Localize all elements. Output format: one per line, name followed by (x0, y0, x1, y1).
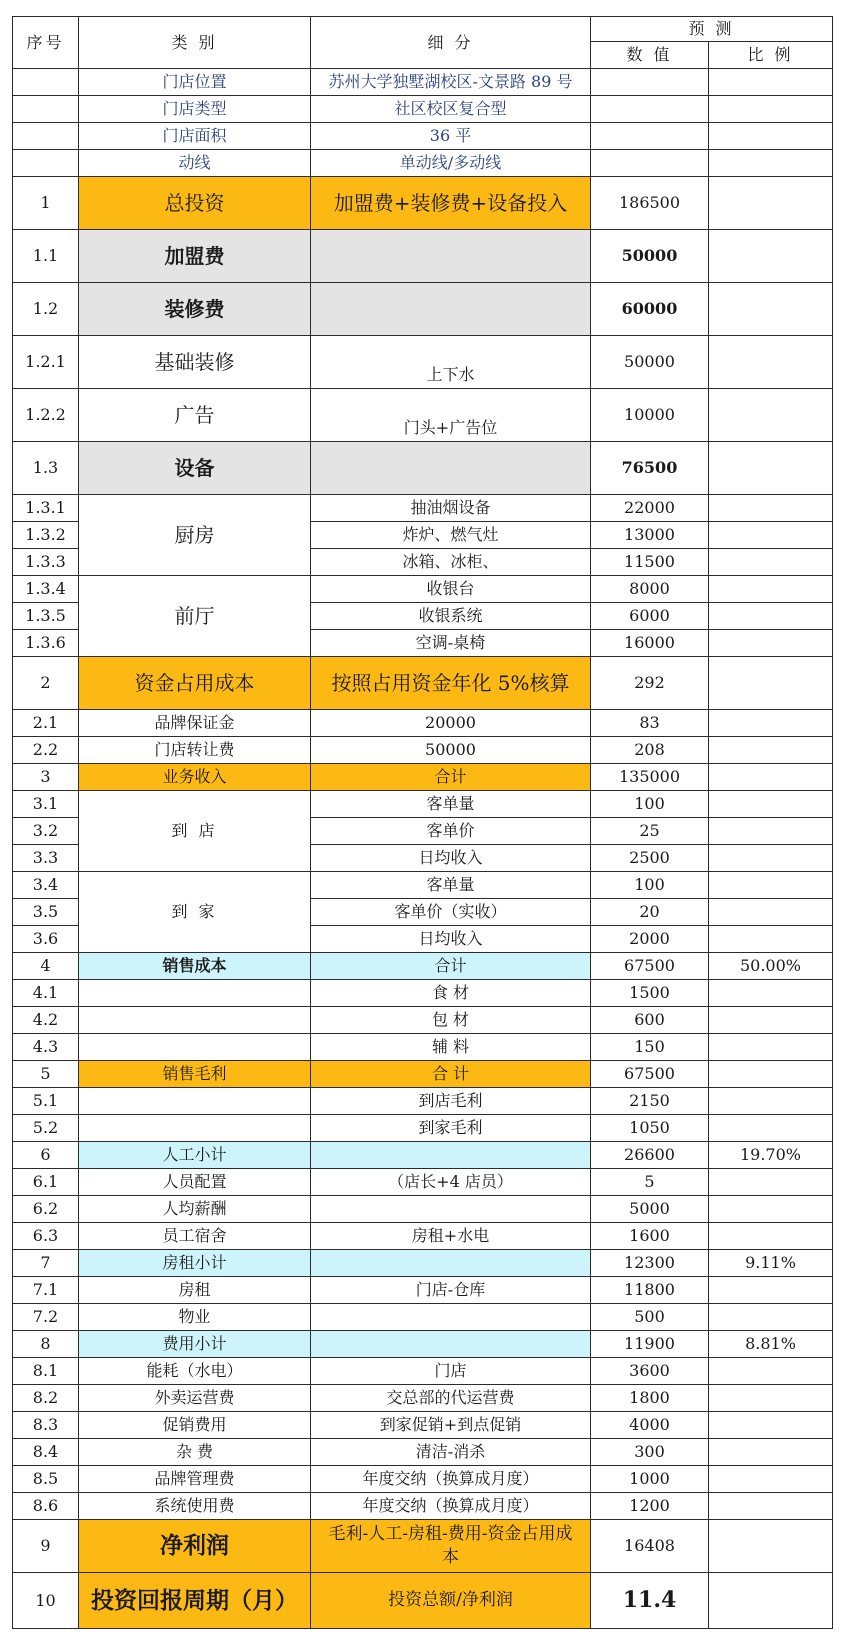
row-ratio: 9.11% (709, 1250, 833, 1277)
row-value: 1000 (591, 1466, 709, 1493)
row-detail: 收银台 (311, 576, 591, 603)
row-detail: 到店毛利 (311, 1088, 591, 1115)
row-value: 500 (591, 1304, 709, 1331)
row-seq: 3.6 (13, 926, 79, 953)
row-seq: 3.5 (13, 899, 79, 926)
row-detail: 空调-桌椅 (311, 630, 591, 657)
row-value: 208 (591, 737, 709, 764)
row-detail: 客单量 (311, 872, 591, 899)
row-seq: 1.3 (13, 442, 79, 495)
table-row (13, 1223, 833, 1250)
row-value: 1050 (591, 1115, 709, 1142)
row-seq: 6.1 (13, 1169, 79, 1196)
row-value: 67500 (591, 1061, 709, 1088)
row-seq: 8.2 (13, 1385, 79, 1412)
row-label: 物业 (79, 1304, 311, 1331)
row-value: 2500 (591, 845, 709, 872)
row-detail: 清洁-消杀 (311, 1439, 591, 1466)
row-value: 1800 (591, 1385, 709, 1412)
header-detail: 细 分 (311, 17, 591, 69)
table-row (13, 1385, 833, 1412)
row-seq: 4 (13, 953, 79, 980)
info-value: 单动线/多动线 (311, 150, 591, 177)
row-detail: 到家毛利 (311, 1115, 591, 1142)
row-seq: 2.2 (13, 737, 79, 764)
row-label: 费用小计 (79, 1331, 311, 1358)
table-row (13, 1439, 833, 1466)
row-value: 11500 (591, 549, 709, 576)
table-row (13, 96, 833, 123)
row-label: 销售毛利 (79, 1061, 311, 1088)
row-value: 13000 (591, 522, 709, 549)
row-label: 杂 费 (79, 1439, 311, 1466)
row-value: 186500 (591, 177, 709, 230)
row-seq: 5.1 (13, 1088, 79, 1115)
row-seq: 3.3 (13, 845, 79, 872)
row-value: 76500 (591, 442, 709, 495)
row-value: 2000 (591, 926, 709, 953)
table-row (13, 710, 833, 737)
row-value: 3600 (591, 1358, 709, 1385)
table-row (13, 953, 833, 980)
table-row (13, 737, 833, 764)
header-value: 数 值 (591, 42, 709, 69)
row-value: 2150 (591, 1088, 709, 1115)
row-value: 1200 (591, 1493, 709, 1520)
row-label: 基础装修 (79, 336, 311, 389)
row-seq: 1.3.4 (13, 576, 79, 603)
row-value: 135000 (591, 764, 709, 791)
row-value: 12300 (591, 1250, 709, 1277)
row-detail: 20000 (311, 710, 591, 737)
row-value: 6000 (591, 603, 709, 630)
table-row (13, 1142, 833, 1169)
row-detail: 冰箱、冰柜、 (311, 549, 591, 576)
row-label: 外卖运营费 (79, 1385, 311, 1412)
row-value: 5 (591, 1169, 709, 1196)
row-detail: 到家促销+到点促销 (311, 1412, 591, 1439)
row-label: 员工宿舍 (79, 1223, 311, 1250)
row-detail: 合计 (311, 764, 591, 791)
info-label: 门店类型 (79, 96, 311, 123)
row-seq: 1.2.2 (13, 389, 79, 442)
row-value: 16000 (591, 630, 709, 657)
kitchen-label: 厨房 (79, 495, 311, 576)
row-detail: 辅 料 (311, 1034, 591, 1061)
row-label: 资金占用成本 (79, 657, 311, 710)
row-value: 11900 (591, 1331, 709, 1358)
table-row (13, 1493, 833, 1520)
row-value: 292 (591, 657, 709, 710)
net-profit-formula: 毛利-人工-房租-费用-资金占用成本 (311, 1520, 591, 1573)
row-seq: 6 (13, 1142, 79, 1169)
table-row (13, 230, 833, 283)
table-row (13, 1358, 833, 1385)
row-ratio: 19.70% (709, 1142, 833, 1169)
table-row (13, 150, 833, 177)
row-detail (311, 1196, 591, 1223)
row-value: 100 (591, 791, 709, 818)
table-row (13, 1466, 833, 1493)
table-row (13, 1196, 833, 1223)
row-detail: 加盟费+装修费+设备投入 (311, 177, 591, 230)
row-seq: 1.3.1 (13, 495, 79, 522)
row-value: 22000 (591, 495, 709, 522)
row-detail: （店长+4 店员） (311, 1169, 591, 1196)
row-detail: 房租+水电 (311, 1223, 591, 1250)
in-store-label: 到 店 (79, 791, 311, 872)
row-label: 房租小计 (79, 1250, 311, 1277)
row-seq: 6.3 (13, 1223, 79, 1250)
row-value: 11800 (591, 1277, 709, 1304)
table-row (13, 872, 833, 899)
header-ratio: 比 例 (709, 42, 833, 69)
store-investment-table (12, 16, 833, 1629)
row-seq: 2.1 (13, 710, 79, 737)
row-detail: 包 材 (311, 1007, 591, 1034)
table-row (13, 336, 833, 389)
row-seq: 8 (13, 1331, 79, 1358)
row-detail: 日均收入 (311, 845, 591, 872)
row-detail: 年度交纳（换算成月度） (311, 1466, 591, 1493)
payback-label: 投资回报周期（月） (79, 1573, 311, 1629)
net-profit-label: 净利润 (79, 1520, 311, 1573)
row-value: 67500 (591, 953, 709, 980)
table-row (13, 764, 833, 791)
row-value: 8000 (591, 576, 709, 603)
row-label: 销售成本 (79, 953, 311, 980)
table-row (13, 791, 833, 818)
row-seq: 7.2 (13, 1304, 79, 1331)
row-value: 150 (591, 1034, 709, 1061)
row-label: 装修费 (79, 283, 311, 336)
row-seq: 1.3.3 (13, 549, 79, 576)
row-detail: 上下水 (311, 336, 591, 389)
table-row (13, 389, 833, 442)
row-value: 600 (591, 1007, 709, 1034)
info-value: 苏州大学独墅湖校区-文景路 89 号 (311, 69, 591, 96)
row-seq: 5 (13, 1061, 79, 1088)
row-detail: 抽油烟设备 (311, 495, 591, 522)
front-hall-label: 前厅 (79, 576, 311, 657)
table-row (13, 1277, 833, 1304)
table-row (13, 1304, 833, 1331)
payback-value: 11.4 (591, 1573, 709, 1629)
table-row (13, 980, 833, 1007)
row-detail: 客单价（实收） (311, 899, 591, 926)
table-row (13, 177, 833, 230)
table-row (13, 1169, 833, 1196)
info-label: 动线 (79, 150, 311, 177)
row-value: 5000 (591, 1196, 709, 1223)
row-seq: 2 (13, 657, 79, 710)
row-seq: 4.2 (13, 1007, 79, 1034)
row-value: 60000 (591, 283, 709, 336)
row-detail: 50000 (311, 737, 591, 764)
table-row (13, 1115, 833, 1142)
row-label: 加盟费 (79, 230, 311, 283)
table-row (13, 1034, 833, 1061)
row-value: 1500 (591, 980, 709, 1007)
row-seq: 8.6 (13, 1493, 79, 1520)
header-seq: 序号 (13, 17, 79, 69)
table-row (13, 495, 833, 522)
delivery-label: 到 家 (79, 872, 311, 953)
row-label: 业务收入 (79, 764, 311, 791)
row-seq: 4.1 (13, 980, 79, 1007)
table-row (13, 1088, 833, 1115)
row-seq: 7 (13, 1250, 79, 1277)
row-seq: 1.1 (13, 230, 79, 283)
row-value: 26600 (591, 1142, 709, 1169)
row-seq: 6.2 (13, 1196, 79, 1223)
row-label: 人员配置 (79, 1169, 311, 1196)
table-row (13, 657, 833, 710)
row-value: 10000 (591, 389, 709, 442)
header-forecast: 预 测 (591, 17, 833, 42)
row-label: 能耗（水电） (79, 1358, 311, 1385)
row-seq: 5.2 (13, 1115, 79, 1142)
table-row (13, 123, 833, 150)
row-seq: 10 (13, 1573, 79, 1629)
row-seq: 3.1 (13, 791, 79, 818)
row-detail: 客单价 (311, 818, 591, 845)
row-detail: 门头+广告位 (311, 389, 591, 442)
row-seq: 7.1 (13, 1277, 79, 1304)
row-label: 品牌保证金 (79, 710, 311, 737)
row-detail: 门店 (311, 1358, 591, 1385)
row-label: 促销费用 (79, 1412, 311, 1439)
row-detail: 年度交纳（换算成月度） (311, 1493, 591, 1520)
row-label: 总投资 (79, 177, 311, 230)
table-row (13, 1573, 833, 1629)
row-ratio: 50.00% (709, 953, 833, 980)
row-value: 300 (591, 1439, 709, 1466)
table-row (13, 576, 833, 603)
row-ratio: 8.81% (709, 1331, 833, 1358)
row-seq: 8.1 (13, 1358, 79, 1385)
row-detail (311, 1304, 591, 1331)
table-row (13, 1331, 833, 1358)
table-row (13, 1250, 833, 1277)
row-seq: 1.3.6 (13, 630, 79, 657)
table-row (13, 1061, 833, 1088)
table-row (13, 1520, 833, 1573)
row-value: 100 (591, 872, 709, 899)
payback-formula: 投资总额/净利润 (311, 1573, 591, 1629)
row-label: 房租 (79, 1277, 311, 1304)
row-label: 品牌管理费 (79, 1466, 311, 1493)
row-detail: 按照占用资金年化 5%核算 (311, 657, 591, 710)
row-seq: 1.2.1 (13, 336, 79, 389)
row-value: 50000 (591, 336, 709, 389)
row-seq: 1 (13, 177, 79, 230)
row-seq: 1.3.5 (13, 603, 79, 630)
row-label: 设备 (79, 442, 311, 495)
row-value: 4000 (591, 1412, 709, 1439)
row-label: 门店转让费 (79, 737, 311, 764)
row-seq: 3.4 (13, 872, 79, 899)
row-value: 20 (591, 899, 709, 926)
row-detail: 日均收入 (311, 926, 591, 953)
row-value: 1600 (591, 1223, 709, 1250)
row-detail: 交总部的代运营费 (311, 1385, 591, 1412)
row-seq: 3 (13, 764, 79, 791)
row-seq: 3.2 (13, 818, 79, 845)
row-value: 50000 (591, 230, 709, 283)
info-value: 社区校区复合型 (311, 96, 591, 123)
table-row (13, 1007, 833, 1034)
row-detail: 收银系统 (311, 603, 591, 630)
row-detail: 食 材 (311, 980, 591, 1007)
row-seq: 1.2 (13, 283, 79, 336)
info-label: 门店位置 (79, 69, 311, 96)
info-value: 36 平 (311, 123, 591, 150)
net-profit-value: 16408 (591, 1520, 709, 1573)
row-detail: 客单量 (311, 791, 591, 818)
row-detail: 合 计 (311, 1061, 591, 1088)
row-label: 系统使用费 (79, 1493, 311, 1520)
row-seq: 1.3.2 (13, 522, 79, 549)
table-row (13, 442, 833, 495)
row-detail: 门店-仓库 (311, 1277, 591, 1304)
header-category: 类 别 (79, 17, 311, 69)
row-value: 25 (591, 818, 709, 845)
row-label: 人工小计 (79, 1142, 311, 1169)
row-seq: 8.5 (13, 1466, 79, 1493)
info-label: 门店面积 (79, 123, 311, 150)
row-seq: 4.3 (13, 1034, 79, 1061)
table-row (13, 283, 833, 336)
row-detail: 合计 (311, 953, 591, 980)
row-label: 人均薪酬 (79, 1196, 311, 1223)
row-detail: 炸炉、燃气灶 (311, 522, 591, 549)
table-row (13, 69, 833, 96)
row-seq: 9 (13, 1520, 79, 1573)
row-seq: 8.4 (13, 1439, 79, 1466)
row-label: 广告 (79, 389, 311, 442)
table-row (13, 1412, 833, 1439)
row-value: 83 (591, 710, 709, 737)
row-seq: 8.3 (13, 1412, 79, 1439)
